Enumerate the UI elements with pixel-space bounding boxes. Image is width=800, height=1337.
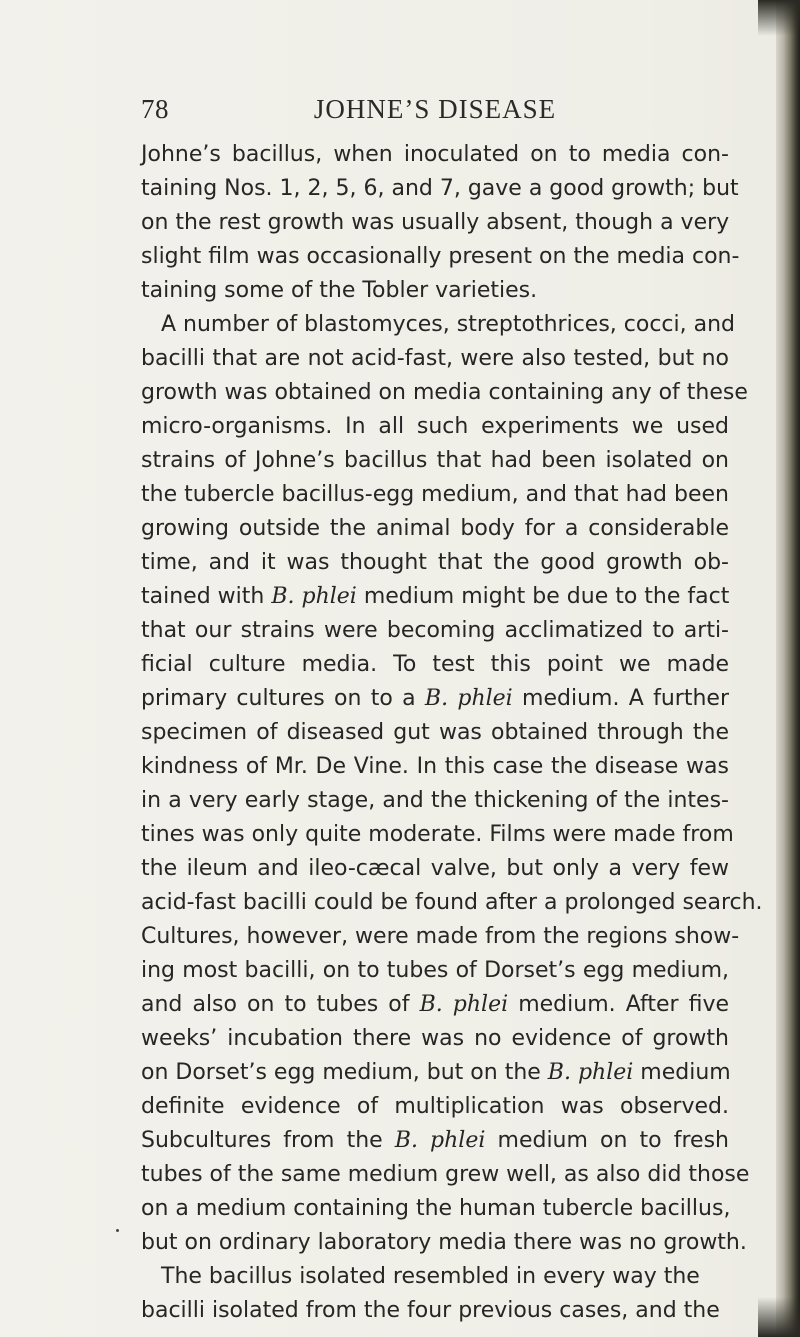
species-name: B. phlei [547, 1060, 634, 1085]
text-run: taining some of the Tobler varieties. [141, 278, 538, 303]
text-run: taining Nos. 1, 2, 5, 6, and 7, gave a good growth; but [141, 176, 739, 201]
text-run: weeks’ incubation there was no evidence of growth [141, 1026, 729, 1051]
text-run: definite evidence of multiplication was observed. [141, 1094, 729, 1119]
text-run: growth was obtained on media containing any of these [141, 380, 748, 405]
page-title: JOHNE’S DISEASE [313, 94, 557, 124]
text-run: medium on to fresh [485, 1128, 729, 1153]
text-line [141, 954, 729, 988]
text-line [141, 240, 740, 274]
text-line [141, 886, 763, 920]
page-corner-shadow-top [758, 0, 800, 36]
text-run: slight film was occasionally present on the media con- [141, 244, 740, 269]
page-corner-shadow-bottom [758, 1297, 800, 1337]
text-line [141, 1294, 729, 1328]
text-line [141, 988, 729, 1022]
text-line [141, 1090, 729, 1124]
paper-speck [116, 1229, 119, 1232]
text-run: that our strains were becoming acclimatized to arti- [141, 618, 729, 643]
species-name: B. phlei [271, 584, 357, 609]
text-line [141, 546, 729, 580]
text-line [141, 784, 729, 818]
species-name: B. phlei [394, 1128, 486, 1153]
text-line [141, 1124, 729, 1158]
text-line [141, 648, 729, 682]
text-line [141, 1158, 750, 1192]
text-line [141, 444, 729, 478]
text-run: kindness of Mr. De Vine. In this case the disease was [141, 754, 729, 779]
text-run: in a very early stage, and the thickening of the intes- [141, 788, 729, 813]
text-run: Subcultures from the [141, 1128, 395, 1153]
text-run: Cultures, however, were made from the regions show- [141, 924, 740, 949]
text-run: medium. After five [508, 992, 730, 1017]
text-line [141, 852, 729, 886]
text-run: bacilli that are not acid-fast, were also tested, but no [141, 346, 729, 371]
text-line [141, 1226, 747, 1260]
text-run: tines was only quite moderate. Films were made from [141, 822, 734, 847]
text-line [141, 376, 748, 410]
text-line [141, 1022, 729, 1056]
text-line [141, 818, 734, 852]
text-line [141, 920, 740, 954]
text-run: growing outside the animal body for a considerable [141, 516, 729, 541]
text-line [141, 1260, 729, 1294]
text-run: The bacillus isolated resembled in every way the [161, 1264, 700, 1289]
text-line [141, 512, 729, 546]
text-line [141, 308, 736, 342]
text-run: on the rest growth was usually absent, though a very [141, 210, 730, 235]
text-run: tubes of the same medium grew well, as also did those [141, 1162, 750, 1187]
text-line [141, 682, 729, 716]
text-line [141, 580, 729, 614]
text-line [141, 716, 729, 750]
body-text [141, 138, 763, 1328]
text-run: A number of blastomyces, streptothrices, cocci, and [161, 312, 736, 337]
text-run: specimen of diseased gut was obtained through the [141, 720, 729, 745]
page-number: 78 [141, 94, 169, 124]
text-run: ing most bacilli, on to tubes of Dorset’s egg medium, [141, 958, 729, 983]
text-run: strains of Johne’s bacillus that had been isolated on [141, 448, 729, 473]
text-line [141, 1056, 729, 1090]
text-run: micro-organisms. In all such experiments we used [141, 414, 729, 439]
text-line [141, 478, 729, 512]
text-run: ficial culture media. To test this point we made [141, 652, 729, 677]
text-line [141, 172, 739, 206]
text-run: the ileum and ileo-cæcal valve, but only a very few [141, 856, 729, 881]
text-line [141, 614, 729, 648]
species-name: B. phlei [419, 992, 509, 1017]
text-line [141, 410, 729, 444]
text-line [141, 1192, 729, 1226]
text-line [141, 138, 729, 172]
text-line [141, 274, 729, 308]
text-run: bacilli isolated from the four previous cases, and the [141, 1298, 720, 1323]
text-run: primary cultures on to a [141, 686, 425, 711]
text-run: and also on to tubes of [141, 992, 420, 1017]
text-run: Johne’s bacillus, when inoculated on to media con- [141, 142, 729, 167]
species-name: B. phlei [424, 686, 513, 711]
text-run: time, and it was thought that the good growth ob- [141, 550, 729, 575]
text-run: but on ordinary laboratory media there was no growth. [141, 1230, 747, 1255]
text-line [141, 750, 729, 784]
page-edge-shadow [776, 0, 800, 1337]
text-run: acid-fast bacilli could be found after a prolonged search. [141, 890, 763, 915]
text-run: the tubercle bacillus-egg medium, and that had been [141, 482, 729, 507]
text-line [141, 206, 729, 240]
text-run: medium [633, 1060, 731, 1085]
text-run: medium. A further [512, 686, 730, 711]
text-line [141, 342, 729, 376]
running-head [141, 94, 729, 130]
text-run: on Dorset’s egg medium, but on the [141, 1060, 548, 1085]
text-run: tained with [141, 584, 272, 609]
text-run: on a medium containing the human tubercle bacillus, [141, 1196, 731, 1221]
text-run: medium might be due to the fact [356, 584, 730, 609]
